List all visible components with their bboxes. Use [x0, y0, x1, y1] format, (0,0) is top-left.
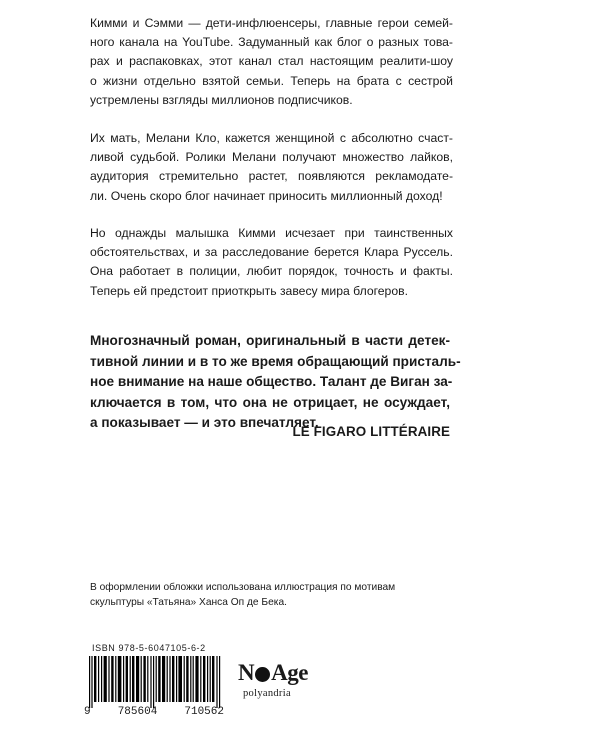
barcode-digits	[84, 706, 224, 718]
text-line: рах и распаковках, этот канал стал настоящим реалити-шоу	[90, 54, 453, 69]
quote-line: ключается в том, что она не отрицает, не осуждает,	[90, 394, 450, 410]
text-line: ли. Очень скоро блог начинает приносить миллионный доход!	[90, 188, 443, 203]
publisher-logo	[238, 660, 308, 686]
text-line: Их мать, Мелани Кло, кажется женщиной с абсолютно счаст-	[90, 131, 453, 145]
imprint-name: polyandria	[243, 688, 291, 699]
review-quote	[90, 331, 461, 434]
text-line: Она работает в полиции, любит порядок, точность и факты.	[90, 264, 453, 279]
credit-line: В оформлении обложки использована иллюстрация по мотивам	[90, 582, 396, 593]
logo-text-right: Age	[271, 660, 308, 685]
quote-line: ное внимание на наше общество. Талант де Виган за-	[90, 374, 453, 390]
blurb-paragraph-2	[90, 129, 453, 206]
text-line: Кимми и Сэмми — дети-инфлюенсеры, главные герои семей-	[90, 16, 453, 30]
quote-line: Многозначный роман, оригинальный в части детек-	[90, 333, 450, 348]
logo-dot-icon	[255, 667, 270, 682]
text-line: устремлены взгляды миллионов подписчиков.	[90, 92, 353, 107]
review-source: LE FIGARO LITTÉRAIRE	[292, 424, 450, 439]
barcode-digit-group: 9	[84, 706, 91, 718]
isbn-label: ISBN 978-5-6047105-6-2	[92, 643, 206, 653]
blurb-paragraph-3	[90, 224, 453, 301]
barcode	[89, 656, 221, 708]
text-line: ливой судьбой. Ролики Мелани получают множество лайков,	[90, 150, 453, 165]
quote-line: тивной линии и в то же время обращающий присталь-	[90, 353, 461, 369]
text-line: аудитория стремительно растет, появляются рекламодате-	[90, 169, 453, 184]
text-line: Но однажды малышка Кимми исчезает при таинственных	[90, 226, 453, 240]
text-line: о жизни отдельно взятой семьи. Теперь на брата с сестрой	[90, 73, 453, 88]
text-line: ного канала на YouTube. Задуманный как блог о разных това-	[90, 35, 453, 50]
text-line: Теперь ей предстоит приоткрыть завесу мира блогеров.	[90, 283, 408, 298]
blurb-paragraph-1	[90, 14, 453, 110]
quote-line: а показывает — и это впечатляет.	[90, 415, 319, 431]
barcode-digit-group: 710562	[184, 706, 224, 718]
barcode-digit-group: 785604	[117, 706, 158, 718]
credit-line: скульптуры «Татьяна» Ханса Оп де Бека.	[90, 596, 287, 608]
text-line: обстоятельствах, и за расследование берется Клара Руссель.	[90, 245, 453, 260]
logo-text-left: N	[238, 660, 255, 685]
cover-credit	[90, 581, 470, 610]
